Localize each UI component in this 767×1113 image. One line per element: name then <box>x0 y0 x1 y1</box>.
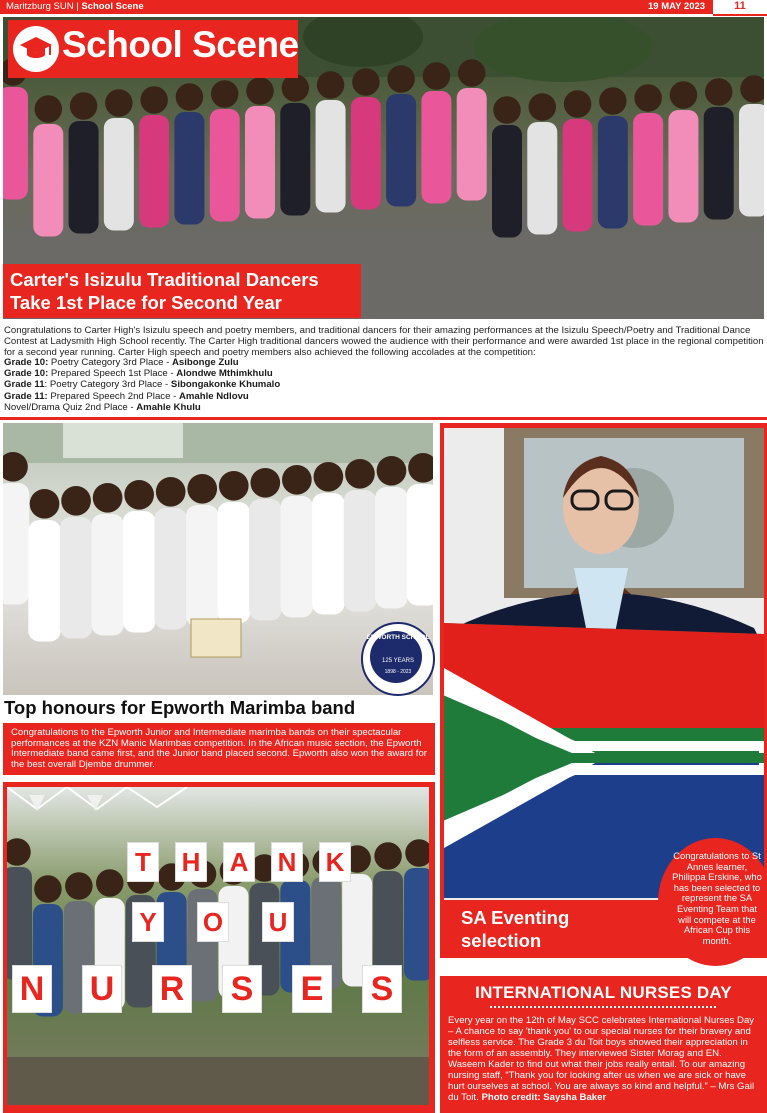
epworth-headline: Top honours for Epworth Marimba band <box>4 697 356 718</box>
person-figure <box>668 110 698 223</box>
header-separator: | <box>73 1 82 12</box>
sign-letter: O <box>197 902 229 942</box>
person-figure <box>527 122 557 235</box>
sign-letter: T <box>127 842 159 882</box>
nurses-day-text <box>448 1015 760 1103</box>
nurses-photo-credit: Photo credit: Saysha Baker <box>481 1092 607 1103</box>
nurses-photo <box>7 787 429 1105</box>
sign-letter: N <box>271 842 303 882</box>
nurses-day-body: Every year on the 12th of May SCC celebrates International Nurses Day – A chance to say 'thank you' to our special nurses for their bravery and selfless service. The Grade 3 du Toit boys showed their appreciation in the form of an assembly. They interviewed Sister Morag and EN. Waseem Kader to find out what their jobs really entail. To our amazing nursing staff, “Thank you for looking after us when we are sick or have hurt ourselves at school. You are always so kind and helpful.” – Mrs Gail du Toit. <box>448 1015 755 1103</box>
award-item <box>4 379 404 390</box>
dancers-intro-text: Congratulations to Carter High's Isizulu speech and poetry members, and traditional dancers for their amazing performances at the Isizulu Speech/Poetry and Traditional Dance Contest at Ladysmith High School recently. The Carter High traditional dancers wowed the audience with their performance and were awarded 1st place in the regional competition for a second year running. Carter High speech and poetry members also achieved the following accolades at the competition: <box>4 325 764 359</box>
award-category: Prepared Speech 1st Place - <box>48 368 177 380</box>
person-figure <box>154 508 186 630</box>
person-figure <box>91 514 123 636</box>
sign-letter: Y <box>132 902 164 942</box>
person-figure <box>704 107 734 220</box>
person-head <box>219 471 249 501</box>
person-figure <box>344 490 376 612</box>
eventing-photo-illustration <box>444 428 764 900</box>
dancers-headline <box>10 268 319 314</box>
person-figure <box>60 517 92 639</box>
award-name: Sibongakonke Khumalo <box>170 379 281 391</box>
page-number: 11 <box>734 0 746 12</box>
person-head <box>458 59 486 87</box>
person-head <box>377 456 407 486</box>
award-item <box>4 402 404 413</box>
eventing-circle-text: Congratulations to St Annes learner, Philippa Erskine, who has been selected to represent the SA Eventing Team that will compete at the African Cup this month. <box>672 850 762 946</box>
person-head <box>282 465 312 495</box>
epworth-body: Congratulations to the Epworth Junior and Intermediate marimba bands on their spectacular performances at the KZN Manic Marimbas competition. In the African music section, the Epworth Intermediate band came first, and the Junior band placed second. Epworth also won the award for the best overall Djembe drummer. <box>11 727 427 770</box>
person-figure <box>375 487 407 609</box>
person-head <box>96 869 124 897</box>
eventing-headline-line2: selection <box>461 930 542 951</box>
publication-name: Maritzburg SUN <box>6 1 74 12</box>
person-head <box>493 96 521 124</box>
person-head <box>140 86 168 114</box>
nurses-day-headline: INTERNATIONAL NURSES DAY <box>475 983 732 1002</box>
person-figure <box>598 116 628 229</box>
person-figure <box>249 499 281 621</box>
sign-letter: E <box>292 965 332 1013</box>
person-figure <box>386 94 416 207</box>
eventing-circle <box>658 838 767 966</box>
person-head <box>93 483 123 513</box>
person-head <box>282 74 310 102</box>
person-figure <box>739 104 764 217</box>
masthead-title: School Scene <box>62 24 299 65</box>
person-head <box>405 839 429 867</box>
person-figure <box>316 100 346 213</box>
award-category: Poetry Category 3rd Place - <box>48 357 172 368</box>
sign-letter: K <box>319 842 351 882</box>
person-figure <box>3 87 28 200</box>
person-figure <box>245 106 275 219</box>
person-figure <box>210 109 240 222</box>
person-head <box>352 68 380 96</box>
person-figure <box>421 91 451 204</box>
person-figure <box>104 118 134 231</box>
section-divider <box>0 417 767 420</box>
person-figure <box>33 124 63 237</box>
person-head <box>250 468 280 498</box>
person-figure <box>457 88 487 201</box>
person-figure <box>404 868 429 981</box>
person-head <box>176 83 204 111</box>
award-grade: Grade 10: <box>4 368 49 380</box>
person-head <box>61 486 91 516</box>
person-head <box>246 77 274 105</box>
section-name: School Scene <box>81 1 144 12</box>
person-head <box>317 71 345 99</box>
person-figure <box>633 113 663 226</box>
badge-school-name: EPWORTH SCHOOL <box>366 634 430 641</box>
nurses-photo-illustration <box>7 787 429 1105</box>
badge-years: 125 YEARS <box>382 658 414 664</box>
sign-letter: A <box>223 842 255 882</box>
person-figure <box>407 484 433 606</box>
person-head <box>529 93 557 121</box>
person-head <box>423 62 451 90</box>
nurses-dotted-rule <box>490 1006 716 1008</box>
person-figure <box>492 125 522 238</box>
person-head <box>374 842 402 870</box>
dancers-headline-line1: Carter's Isizulu Traditional Dancers <box>10 269 319 290</box>
person-head <box>705 78 733 106</box>
person-figure <box>563 119 593 232</box>
person-head <box>30 489 60 519</box>
epworth-text-box <box>3 723 435 775</box>
award-category: Prepared Speech 2nd Place - <box>47 390 179 402</box>
person-figure <box>281 496 313 618</box>
award-name: Amahle Ndlovu <box>178 390 249 402</box>
person-figure <box>139 115 169 228</box>
person-head <box>211 80 239 108</box>
award-category: Novel/Drama Quiz 2nd Place - <box>4 401 137 413</box>
person-head <box>7 838 31 866</box>
sign-letter: S <box>362 965 402 1013</box>
sign-letter: U <box>262 902 294 942</box>
publication-line <box>6 1 144 12</box>
person-head <box>187 474 217 504</box>
eventing-photo <box>444 428 764 900</box>
sign-letter: S <box>222 965 262 1013</box>
award-name: Amahle Khulu <box>136 401 201 413</box>
person-figure <box>123 511 155 633</box>
person-head <box>70 92 98 120</box>
person-figure <box>69 121 99 234</box>
sign-letter: U <box>82 965 122 1013</box>
person-figure <box>174 112 204 225</box>
person-figure <box>7 867 32 980</box>
header-bar <box>0 0 767 14</box>
person-head <box>634 84 662 112</box>
awards-list <box>4 357 404 413</box>
award-grade: Grade 11 <box>4 379 45 391</box>
person-head <box>65 872 93 900</box>
graduation-cap-icon <box>13 26 59 72</box>
person-head <box>670 81 698 109</box>
person-figure <box>3 483 29 605</box>
sign-letter: R <box>152 965 192 1013</box>
person-head <box>156 477 186 507</box>
award-item <box>4 368 404 379</box>
person-figure <box>351 97 381 210</box>
person-head <box>740 75 764 103</box>
badge-year-span: 1898 - 2023 <box>384 669 412 675</box>
eventing-headline <box>461 906 569 952</box>
person-figure <box>218 502 250 624</box>
award-category: : Poetry Category 3rd Place - <box>44 379 171 391</box>
issue-date: 19 MAY 2023 <box>648 1 706 12</box>
person-head <box>35 95 63 123</box>
award-grade: Grade 10: <box>4 357 49 368</box>
sign-letter: N <box>12 965 52 1013</box>
person-figure <box>312 493 344 615</box>
person-figure <box>186 505 218 627</box>
epworth-school-badge <box>361 622 435 696</box>
person-head <box>314 462 344 492</box>
person-head <box>599 87 627 115</box>
dancers-headline-box <box>3 264 361 318</box>
page-number-box <box>713 0 767 16</box>
person-figure <box>28 520 60 642</box>
eventing-headline-line1: SA Eventing <box>461 907 570 928</box>
person-figure <box>280 103 310 216</box>
person-head <box>105 89 133 117</box>
person-head <box>387 65 415 93</box>
person-head <box>345 459 375 489</box>
dancers-headline-line2: Take 1st Place for Second Year <box>10 292 282 313</box>
award-name: Asibonge Zulu <box>171 357 239 368</box>
person-head <box>124 480 154 510</box>
sign-letter: H <box>175 842 207 882</box>
award-grade: Grade 11: <box>4 390 48 402</box>
person-head <box>564 90 592 118</box>
award-item <box>4 357 404 368</box>
person-head <box>34 875 62 903</box>
award-name: Alondwe Mthimkhulu <box>176 368 273 380</box>
award-item <box>4 391 404 402</box>
